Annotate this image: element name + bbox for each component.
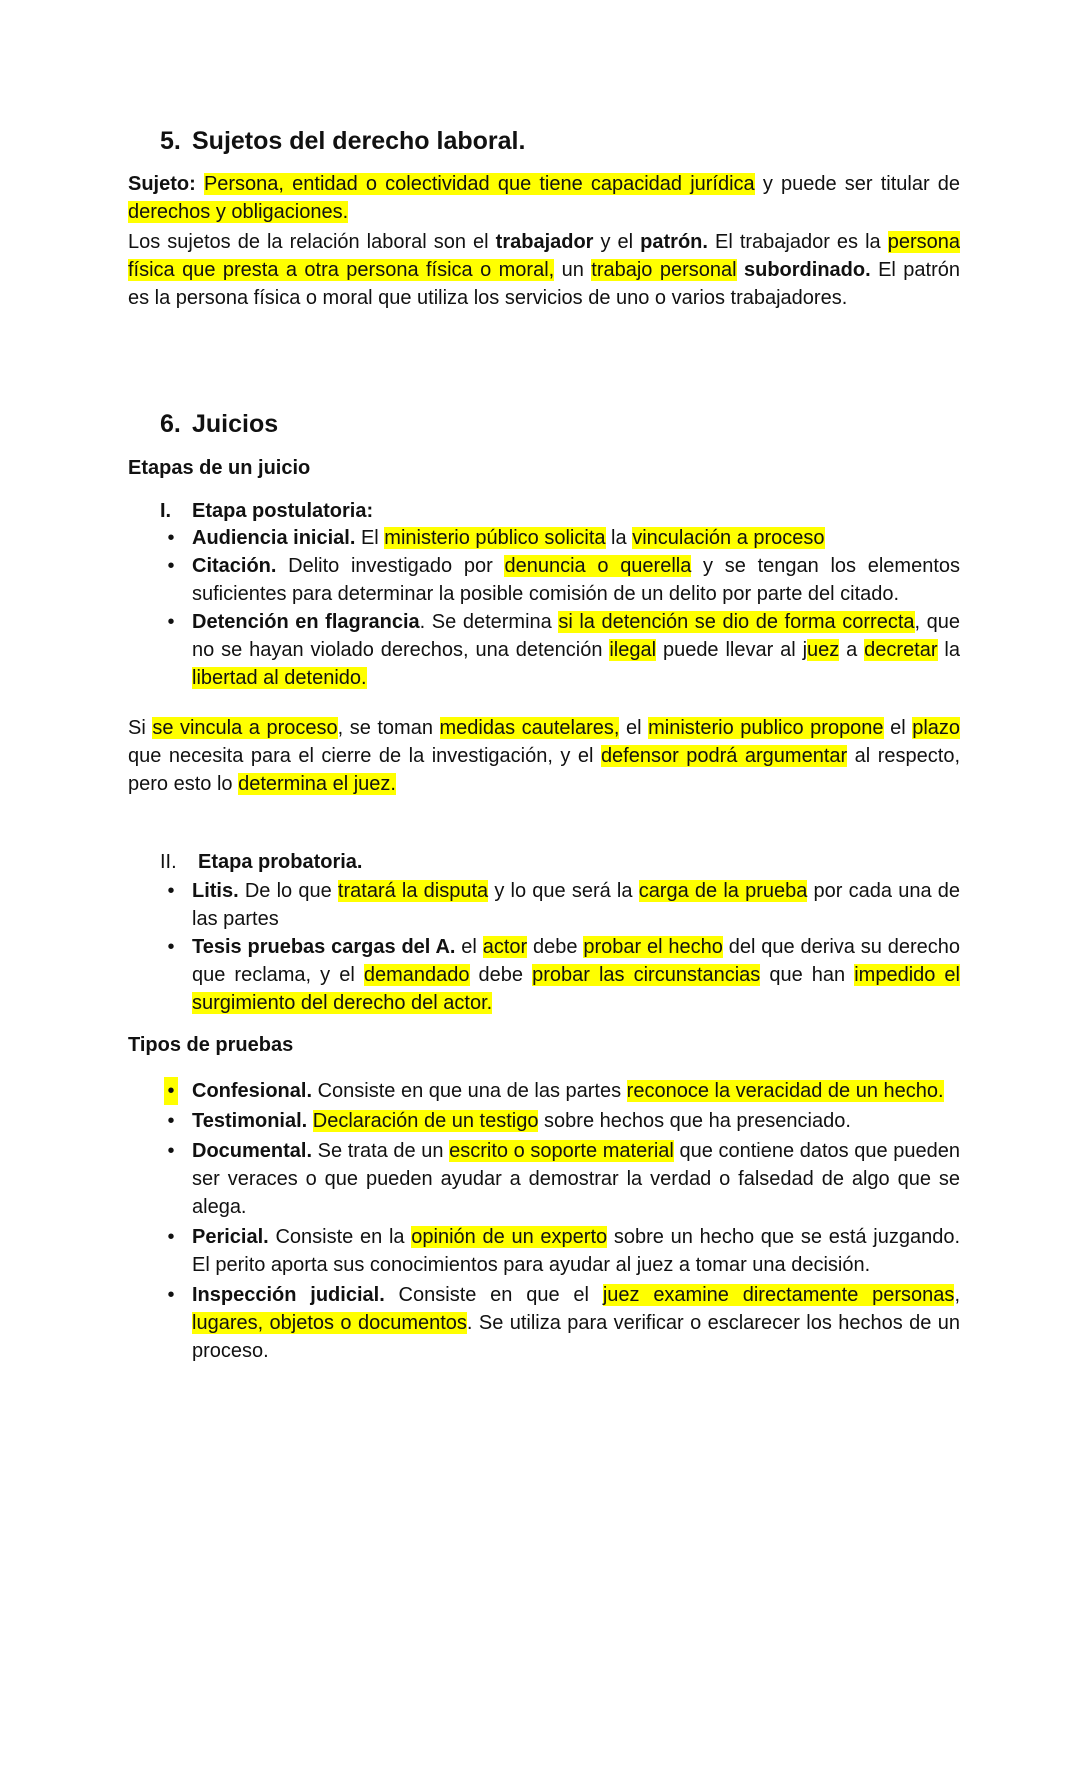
highlight: determina el juez. xyxy=(238,773,396,795)
text: la xyxy=(937,639,960,661)
bullet-icon: • xyxy=(167,1110,175,1132)
text: sobre un hecho que se está juzgando. El perito aporta sus conocimientos para ayudar al juez a tomar una decisión. xyxy=(192,1226,961,1276)
highlight: lugares, objetos o documentos xyxy=(192,1312,467,1334)
vinculacion-paragraph xyxy=(128,714,960,798)
text: el xyxy=(883,717,913,739)
tipos-heading: Tipos de pruebas xyxy=(128,1034,294,1056)
section-5-heading xyxy=(160,127,525,156)
text: , que no se hayan violado derechos, una detención xyxy=(192,611,961,661)
section-6-heading xyxy=(160,410,278,439)
list-item xyxy=(128,877,960,933)
highlight: derechos y obligaciones. xyxy=(128,201,349,223)
text: Delito investigado por xyxy=(276,555,505,577)
text xyxy=(196,173,204,195)
highlight: libertad al detenido. xyxy=(192,667,367,689)
text: El trabajador es la xyxy=(707,231,888,253)
text: , se toman xyxy=(337,717,440,739)
list-item xyxy=(128,1223,960,1279)
highlight: ministerio público solicita xyxy=(384,527,606,549)
text: por cada una de las partes xyxy=(192,880,961,930)
text: al respecto, pero esto lo xyxy=(128,745,961,795)
bullet-icon: • xyxy=(167,611,175,633)
list-item xyxy=(128,608,960,692)
text: debe xyxy=(527,936,584,958)
highlight: plazo xyxy=(912,717,961,739)
highlight: Declaración de un testigo xyxy=(312,1110,539,1132)
text: Consiste en que el xyxy=(384,1284,603,1306)
roman-numeral: II. xyxy=(160,851,177,873)
item-label: Inspección judicial. xyxy=(192,1284,385,1306)
highlight: juez examine directamente personas xyxy=(602,1284,955,1306)
text: que contiene datos que pueden ser veraces o que pueden ayudar a demostrar la verdad o falsedad de algo que se alega. xyxy=(192,1140,961,1218)
highlight: si la detención se dio de forma correcta xyxy=(558,611,915,633)
bold-term: trabajador xyxy=(495,231,594,253)
item-label: Testimonial. xyxy=(192,1110,308,1132)
stage-1-heading xyxy=(160,500,373,523)
text: la xyxy=(605,527,633,549)
text: puede llevar al j xyxy=(656,639,808,661)
text: debe xyxy=(469,964,533,986)
list-item xyxy=(128,1137,960,1221)
section-title: Sujetos del derecho laboral. xyxy=(192,127,526,155)
section-title: Juicios xyxy=(192,410,279,438)
highlight: carga de la prueba xyxy=(638,880,808,902)
highlight: trabajo personal xyxy=(591,259,737,281)
highlight: uez xyxy=(807,639,840,661)
highlight: denuncia o querella xyxy=(504,555,692,577)
text: y puede ser titular de xyxy=(754,173,960,195)
text: y se tengan los elementos suficientes para determinar la posible comisión de un delito por parte del citado. xyxy=(192,555,960,605)
text: Consiste en que una de las partes xyxy=(312,1080,627,1102)
highlight: reconoce la veracidad de un hecho. xyxy=(626,1080,944,1102)
text: que han xyxy=(760,964,855,986)
item-label: Detención en flagrancia xyxy=(192,611,420,633)
list-item xyxy=(128,1077,960,1105)
bullet-icon: • xyxy=(167,1140,175,1162)
list-item xyxy=(128,552,960,608)
text: un xyxy=(554,259,592,281)
highlight: defensor podrá argumentar xyxy=(600,745,848,767)
stage-title: Etapa postulatoria: xyxy=(192,500,374,522)
item-label: Litis. xyxy=(192,880,239,902)
item-label: Citación. xyxy=(192,555,277,577)
item-label: Pericial. xyxy=(192,1226,269,1248)
stage-title: Etapa probatoria. xyxy=(198,851,363,873)
text: Si xyxy=(128,717,153,739)
highlight: persona física que presta a otra persona física o moral, xyxy=(128,231,960,281)
highlight: decretar xyxy=(864,639,938,661)
text: El xyxy=(355,527,385,549)
highlight: ministerio publico propone xyxy=(648,717,884,739)
text: Los sujetos de la relación laboral son el xyxy=(128,231,496,253)
bullet-icon: • xyxy=(167,1226,175,1248)
list-item xyxy=(128,1107,960,1135)
bullet-icon: • xyxy=(164,1077,178,1105)
highlight: se vincula a proceso xyxy=(152,717,338,739)
bullet-icon: • xyxy=(167,527,175,549)
bullet-icon: • xyxy=(167,555,175,577)
sujeto-definition xyxy=(128,170,960,226)
text: Se trata de un xyxy=(312,1140,450,1162)
text: . Se determina xyxy=(419,611,559,633)
list-item xyxy=(128,1281,960,1365)
text: El patrón es la persona física o moral que utiliza los servicios de uno o varios trabajadores. xyxy=(128,259,960,309)
highlight: tratará la disputa xyxy=(337,880,489,902)
highlight: probar el hecho xyxy=(583,936,723,958)
text: el xyxy=(619,717,649,739)
bullet-icon: • xyxy=(167,880,175,902)
text: que necesita para el cierre de la investigación, y el xyxy=(128,745,601,767)
stage-2-heading xyxy=(160,851,362,874)
bullet-icon: • xyxy=(167,1284,175,1306)
text: el xyxy=(455,936,483,958)
bold-term: subordinado. xyxy=(744,259,871,281)
text: y el xyxy=(593,231,641,253)
text: a xyxy=(839,639,865,661)
section-number: 5. xyxy=(160,127,181,155)
highlight: opinión de un experto xyxy=(411,1226,608,1248)
text: sobre hechos que ha presenciado. xyxy=(538,1110,851,1132)
stage-2-list xyxy=(128,877,960,1017)
highlight: impedido el surgimiento del derecho del actor. xyxy=(192,964,960,1014)
text: . Se utiliza para verificar o esclarecer los hechos de un proceso. xyxy=(192,1312,960,1362)
text: y lo que será la xyxy=(488,880,639,902)
text xyxy=(737,259,744,281)
item-label: Tesis pruebas cargas del A. xyxy=(192,936,456,958)
bullet-icon: • xyxy=(167,936,175,958)
text: , xyxy=(954,1284,960,1306)
highlight: demandado xyxy=(363,964,470,986)
highlight: ilegal xyxy=(609,639,657,661)
highlight: vinculación a proceso xyxy=(632,527,825,549)
text: De lo que xyxy=(238,880,338,902)
stage-1-list xyxy=(128,524,960,692)
list-item xyxy=(128,524,960,552)
highlight: probar las circunstancias xyxy=(532,964,761,986)
item-label: Audiencia inicial. xyxy=(192,527,356,549)
highlight: Persona, entidad o colectividad que tiene capacidad jurídica xyxy=(203,173,755,195)
tipos-list xyxy=(128,1077,960,1365)
text: Consiste en la xyxy=(268,1226,412,1248)
term-label: Sujeto: xyxy=(128,173,196,195)
list-item xyxy=(128,933,960,1017)
text: del que deriva su derecho que reclama, y el xyxy=(192,936,960,986)
bold-term: patrón. xyxy=(640,231,708,253)
highlight: escrito o soporte material xyxy=(449,1140,674,1162)
highlight: actor xyxy=(482,936,528,958)
item-label: Confesional. xyxy=(192,1080,313,1102)
text xyxy=(307,1110,313,1132)
highlight: medidas cautelares, xyxy=(439,717,620,739)
sujetos-paragraph xyxy=(128,228,960,312)
etapas-heading: Etapas de un juicio xyxy=(128,457,311,479)
roman-numeral: I. xyxy=(160,500,172,522)
section-number: 6. xyxy=(160,410,181,438)
item-label: Documental. xyxy=(192,1140,313,1162)
